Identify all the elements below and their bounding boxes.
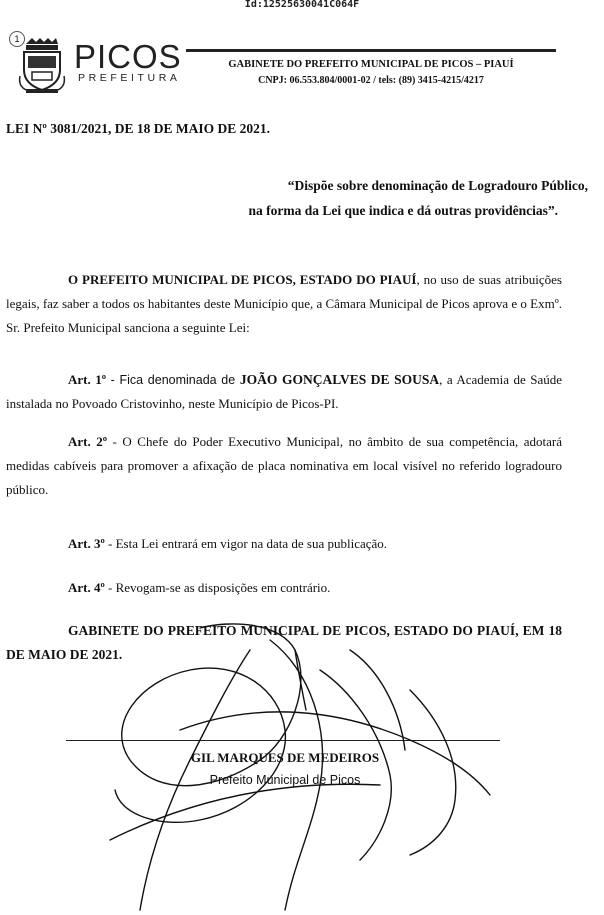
article-2: [6, 430, 562, 502]
law-title: LEI Nº 3081/2021, DE 18 DE MAIO DE 2021.: [6, 121, 270, 136]
article-1-text-post: , a Academia de Saúde instalada no Povoado Cristovinho, neste Município de Picos-PI.: [6, 372, 562, 411]
brand-subtitle: PREFEITURA: [78, 72, 181, 84]
closing-text: GABINETE DO PREFEITO MUNICIPAL DE PICOS, ESTADO DO PIAUÍ, EM 18 DE MAIO DE 2021.: [6, 623, 562, 662]
article-4-label: Art. 4º: [68, 580, 105, 595]
brand-wordmark: PICOS: [74, 38, 182, 75]
article-3: [6, 532, 562, 556]
header-office: GABINETE DO PREFEITO MUNICIPAL DE PICOS – PIAUÍ: [228, 59, 514, 70]
article-3-text: - Esta Lei entrará em vigor na data de sua publicação.: [104, 536, 388, 551]
header-contact: CNPJ: 06.553.804/0001-02 / tels: (89) 3415-4215/4217: [258, 75, 484, 86]
document-id: Id:12525630041C064F: [244, 0, 360, 10]
preamble-paragraph: [6, 268, 562, 340]
header-divider: [186, 49, 556, 52]
handwritten-signature-icon: [80, 610, 540, 915]
article-4-text: - Revogam-se as disposições em contrário.: [104, 580, 331, 595]
preamble-authority: O PREFEITO MUNICIPAL DE PICOS, ESTADO DO PIAUÍ: [68, 272, 417, 287]
article-3-label: Art. 3º: [68, 536, 105, 551]
coat-of-arms-icon: [18, 36, 66, 94]
ementa-line-1: “Dispõe sobre denominação de Logradouro Público,: [287, 178, 588, 193]
honoree-name: JOÃO GONÇALVES DE SOUSA: [239, 372, 440, 387]
article-4: [6, 576, 562, 600]
article-1: [6, 368, 562, 416]
article-1-text-pre: - Fica denominada de: [105, 373, 240, 387]
page-number-badge: 1: [9, 31, 25, 47]
ementa-line-2: na forma da Lei que indica e dá outras providências”.: [248, 203, 558, 218]
signer-role: Prefeito Municipal de Picos: [209, 773, 361, 787]
article-1-label: Art. 1º: [68, 372, 106, 387]
preamble-text: , no uso de suas atribuições legais, faz saber a todos os habitantes deste Município que, a Câmara Municipal de Picos aprova e o Exmº. Sr. Prefeito Municipal sanciona a seguinte Lei:: [6, 272, 563, 335]
article-2-text: - O Chefe do Poder Executivo Municipal, no âmbito de sua competência, adotará medidas cabíveis para promover a afixação de placa nominativa em local visível no referido logradouro público.: [6, 434, 563, 497]
article-2-label: Art. 2º: [68, 434, 108, 449]
signer-name: GIL MARQUES DE MEDEIROS: [190, 750, 380, 765]
